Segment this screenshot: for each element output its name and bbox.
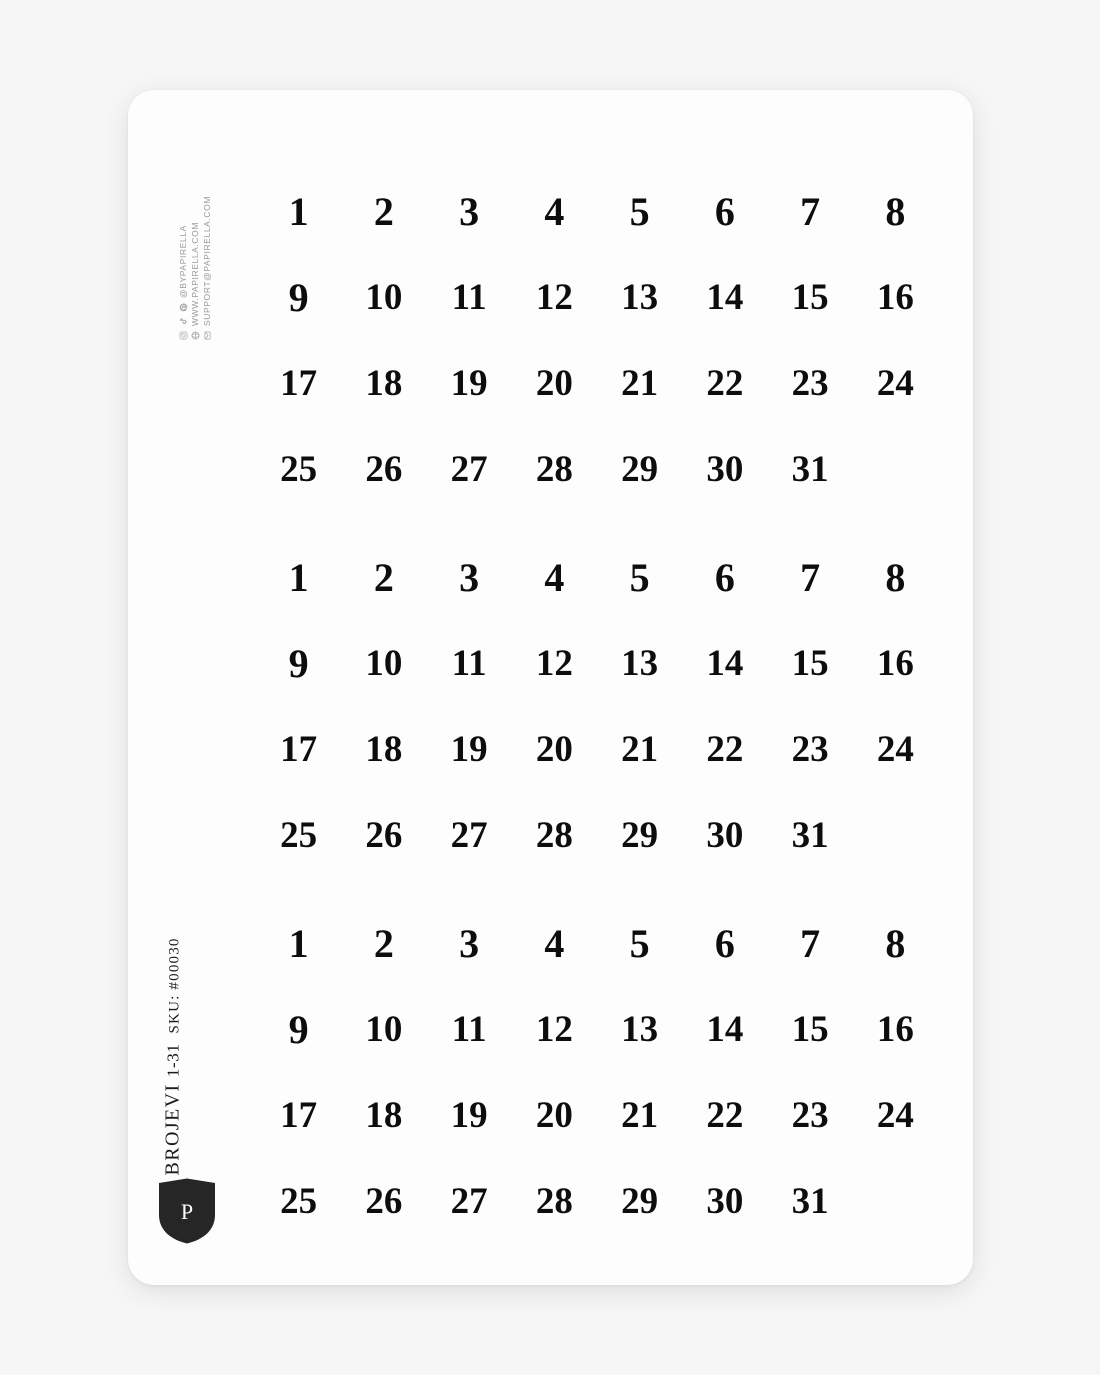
number-cell[interactable]: 1	[288, 554, 309, 600]
number-cell[interactable]: 14	[706, 642, 744, 684]
number-cell[interactable]: 20	[535, 362, 573, 404]
number-cell[interactable]: 29	[621, 448, 659, 490]
number-cell[interactable]: 31	[791, 814, 829, 856]
number-cell[interactable]: 17	[280, 728, 318, 770]
number-cell[interactable]: 6	[714, 920, 735, 966]
number-cell[interactable]: 16	[876, 276, 914, 318]
number-cell[interactable]: 2	[373, 554, 394, 600]
number-cell[interactable]: 9	[288, 274, 309, 320]
credit-text-email: SUPPORT@PAPIRELLA.COM	[202, 195, 212, 326]
number-cell[interactable]: 23	[791, 728, 829, 770]
product-label-block	[150, 917, 190, 1177]
number-cell[interactable]: 6	[714, 554, 735, 600]
number-cell[interactable]: 2	[373, 920, 394, 966]
number-cell[interactable]: 18	[365, 1094, 403, 1136]
number-cell[interactable]: 11	[451, 642, 487, 684]
number-cell[interactable]: 30	[706, 814, 744, 856]
number-cell[interactable]: 23	[791, 362, 829, 404]
credit-text-website: WWW.PAPIRELLA.COM	[190, 221, 200, 326]
number-cell[interactable]: 20	[535, 1094, 573, 1136]
number-cell[interactable]: 5	[629, 920, 650, 966]
number-grids	[256, 168, 938, 1244]
number-cell[interactable]: 15	[791, 642, 829, 684]
number-cell[interactable]: 3	[459, 188, 480, 234]
number-cell[interactable]: 20	[535, 728, 573, 770]
number-cell[interactable]: 30	[706, 448, 744, 490]
credit-text-social: @BYPAPIRELLA	[178, 225, 188, 298]
tiktok-icon	[179, 317, 188, 326]
number-cell[interactable]: 24	[876, 1094, 914, 1136]
number-cell[interactable]: 22	[706, 1094, 744, 1136]
number-cell[interactable]: 5	[629, 188, 650, 234]
number-cell[interactable]: 4	[544, 554, 565, 600]
number-cell[interactable]: 24	[876, 728, 914, 770]
number-cell[interactable]: 9	[288, 640, 309, 686]
number-cell[interactable]: 18	[365, 728, 403, 770]
number-cell[interactable]: 1	[288, 920, 309, 966]
number-cell[interactable]: 25	[280, 448, 318, 490]
credit-line-social	[178, 110, 188, 340]
number-cell[interactable]: 10	[365, 642, 403, 684]
number-cell[interactable]: 29	[621, 814, 659, 856]
number-cell[interactable]: 12	[535, 642, 573, 684]
number-cell[interactable]: 28	[535, 814, 573, 856]
number-cell[interactable]: 13	[621, 642, 659, 684]
number-cell[interactable]: 29	[621, 1180, 659, 1222]
number-cell[interactable]: 25	[280, 814, 318, 856]
brand-badge-icon	[156, 1177, 218, 1245]
number-cell[interactable]: 4	[544, 188, 565, 234]
number-cell[interactable]: 13	[621, 1008, 659, 1050]
sticker-sheet	[128, 90, 973, 1285]
number-cell[interactable]: 14	[706, 1008, 744, 1050]
number-cell[interactable]: 13	[621, 276, 659, 318]
product-sku: SKU: #00030	[166, 937, 183, 1034]
number-cell[interactable]: 11	[451, 276, 487, 318]
number-cell[interactable]: 17	[280, 1094, 318, 1136]
number-cell[interactable]: 22	[706, 362, 744, 404]
number-cell[interactable]: 21	[621, 1094, 659, 1136]
number-cell[interactable]: 21	[621, 728, 659, 770]
number-cell[interactable]: 18	[365, 362, 403, 404]
number-cell[interactable]: 27	[450, 1180, 488, 1222]
envelope-icon	[203, 331, 212, 340]
number-cell[interactable]: 12	[535, 1008, 573, 1050]
number-cell[interactable]: 24	[876, 362, 914, 404]
number-cell[interactable]: 26	[365, 814, 403, 856]
number-cell[interactable]: 15	[791, 1008, 829, 1050]
number-cell[interactable]: 19	[450, 728, 488, 770]
number-cell[interactable]: 26	[365, 1180, 403, 1222]
number-cell[interactable]: 25	[280, 1180, 318, 1222]
number-cell[interactable]: 6	[714, 188, 735, 234]
instagram-icon	[179, 331, 188, 340]
number-cell[interactable]: 7	[800, 188, 821, 234]
number-cell[interactable]: 10	[365, 276, 403, 318]
number-cell[interactable]: 21	[621, 362, 659, 404]
number-cell[interactable]: 28	[535, 1180, 573, 1222]
credit-line-website	[190, 110, 200, 340]
number-cell[interactable]: 8	[885, 920, 906, 966]
number-cell[interactable]: 27	[450, 448, 488, 490]
number-cell[interactable]: 16	[876, 642, 914, 684]
number-cell[interactable]: 15	[791, 276, 829, 318]
globe-icon	[191, 331, 200, 340]
number-cell[interactable]: 22	[706, 728, 744, 770]
number-cell[interactable]: 30	[706, 1180, 744, 1222]
number-cell[interactable]: 14	[706, 276, 744, 318]
number-cell[interactable]: 1	[288, 188, 309, 234]
number-cell[interactable]: 8	[885, 188, 906, 234]
number-grid-2	[256, 534, 938, 878]
number-cell[interactable]: 11	[451, 1008, 487, 1050]
number-cell[interactable]: 5	[629, 554, 650, 600]
product-title: BROJEVI 1-31	[161, 1043, 184, 1176]
number-cell[interactable]: 7	[800, 920, 821, 966]
number-cell[interactable]: 8	[885, 554, 906, 600]
number-cell[interactable]: 31	[791, 1180, 829, 1222]
number-cell[interactable]: 27	[450, 814, 488, 856]
number-cell[interactable]: 19	[450, 1094, 488, 1136]
number-cell[interactable]: 26	[365, 448, 403, 490]
number-cell[interactable]: 9	[288, 1006, 309, 1052]
number-cell[interactable]: 17	[280, 362, 318, 404]
number-cell[interactable]: 12	[535, 276, 573, 318]
number-cell[interactable]: 2	[373, 188, 394, 234]
number-cell[interactable]: 19	[450, 362, 488, 404]
number-grid-1	[256, 168, 938, 512]
number-cell[interactable]: 28	[535, 448, 573, 490]
svg-text:P: P	[180, 1199, 194, 1224]
pinterest-icon	[179, 303, 188, 312]
number-cell[interactable]: 10	[365, 1008, 403, 1050]
credit-line-email	[202, 110, 212, 340]
number-grid-3	[256, 900, 938, 1244]
number-cell[interactable]: 31	[791, 448, 829, 490]
number-cell[interactable]: 3	[459, 920, 480, 966]
number-cell[interactable]: 7	[800, 554, 821, 600]
number-cell[interactable]: 4	[544, 920, 565, 966]
number-cell[interactable]: 3	[459, 554, 480, 600]
number-cell[interactable]: 16	[876, 1008, 914, 1050]
number-cell[interactable]: 23	[791, 1094, 829, 1136]
